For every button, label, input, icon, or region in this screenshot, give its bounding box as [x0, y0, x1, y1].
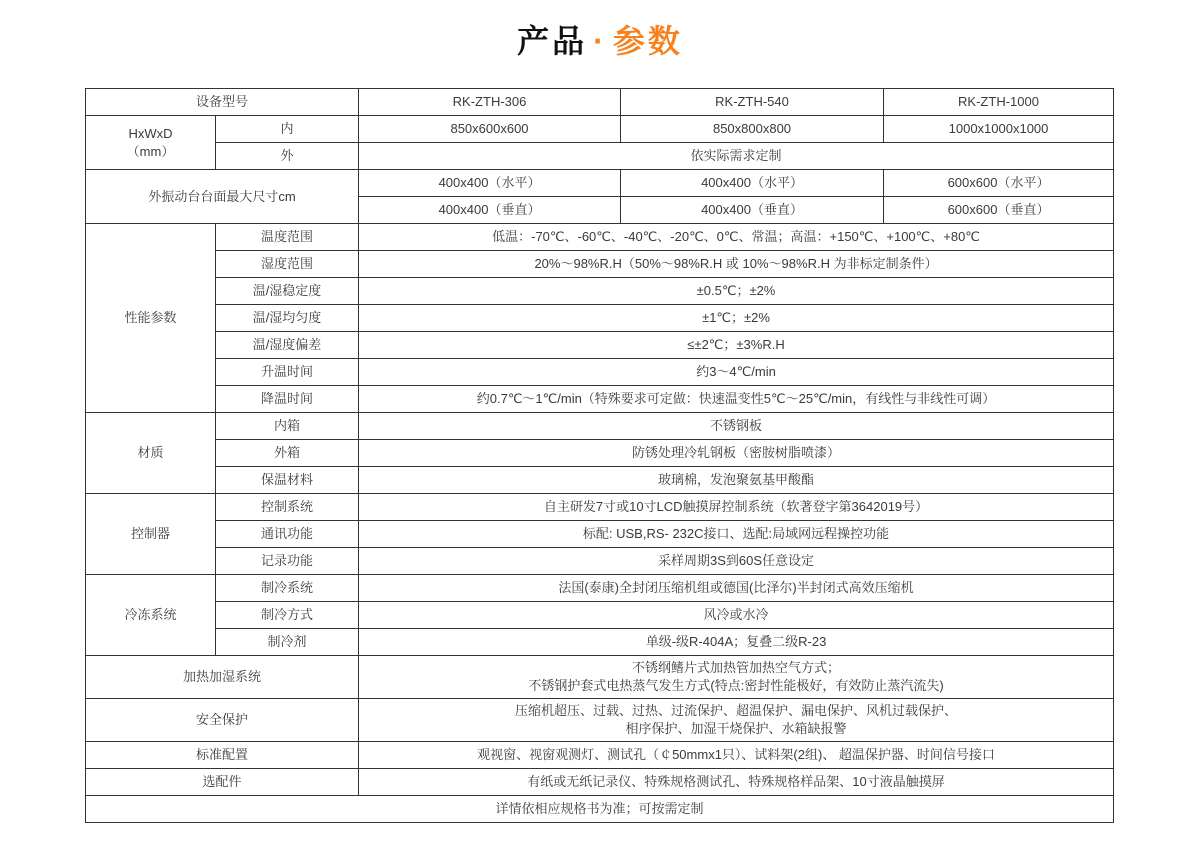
- vibration-vertical-306: 400x400（垂直）: [359, 197, 621, 224]
- performance-section-label: 性能参数: [86, 224, 216, 413]
- vibration-horizontal-306: 400x400（水平）: [359, 170, 621, 197]
- cooling-system-label: 制冷系统: [216, 575, 359, 602]
- vibration-horizontal-540: 400x400（水平）: [621, 170, 884, 197]
- spec-table: [85, 88, 1114, 823]
- stability-value: ±0.5℃；±2%: [359, 278, 1114, 305]
- uniformity-value: ±1℃；±2%: [359, 305, 1114, 332]
- table-row-cooling-system: [86, 575, 1114, 602]
- humidity-range-value: 20%～98%R.H（50%～98%R.H 或 10%～98%R.H 为非标定制条件）: [359, 251, 1114, 278]
- table-row-humidity-range: [86, 251, 1114, 278]
- control-system-label: 控制系统: [216, 494, 359, 521]
- recording-label: 记录功能: [216, 548, 359, 575]
- vibration-vertical-1000: 600x600（垂直）: [884, 197, 1114, 224]
- table-row-refrigerant: [86, 629, 1114, 656]
- insulation-label: 保温材料: [216, 467, 359, 494]
- outer-box-label: 外箱: [216, 440, 359, 467]
- cooldown-time-label: 降温时间: [216, 386, 359, 413]
- cooling-system-value: 法国(泰康)全封闭压缩机组或德国(比泽尔)半封闭式高效压缩机: [359, 575, 1114, 602]
- title-dot-separator: ·: [593, 23, 607, 59]
- dimensions-label-line1: HxWxD: [128, 125, 173, 141]
- dimensions-label-line2: （mm）: [126, 143, 175, 159]
- model-name-306: RK-ZTH-306: [359, 89, 621, 116]
- safety-value-line1: 压缩机超压、过载、过热、过流保护、超温保护、漏电保护、风机过载保护、: [515, 703, 958, 718]
- outer-dimension-value: 依实际需求定制: [359, 143, 1114, 170]
- table-row-inner-box: [86, 413, 1114, 440]
- cooldown-time-value: 约0.7℃～1℃/min（特殊要求可定做：快速温变性5℃～25℃/min，有线性与非线性可调）: [359, 386, 1114, 413]
- page-title-black: 产品: [517, 23, 588, 59]
- communication-value: 标配: USB,RS- 232C接口、选配:局域网远程操控功能: [359, 521, 1114, 548]
- heatup-time-value: 约3～4℃/min: [359, 359, 1114, 386]
- model-name-540: RK-ZTH-540: [621, 89, 884, 116]
- inner-dimension-306: 850x600x600: [359, 116, 621, 143]
- table-row-cooling-method: [86, 602, 1114, 629]
- table-row-temperature-range: [86, 224, 1114, 251]
- model-name-1000: RK-ZTH-1000: [884, 89, 1114, 116]
- table-row-standard-config: [86, 742, 1114, 769]
- table-row-outer-dimensions: [86, 143, 1114, 170]
- heating-humidify-value-line1: 不锈纲鳍片式加热管加热空气方式；: [632, 660, 841, 675]
- cooling-method-value: 风冷或水冷: [359, 602, 1114, 629]
- safety-value: [359, 699, 1114, 742]
- temperature-range-label: 温度范围: [216, 224, 359, 251]
- table-row-vibration-horizontal: [86, 170, 1114, 197]
- outer-box-value: 防锈处理冷轧钢板（密胺树脂喷漆）: [359, 440, 1114, 467]
- table-row-footer-note: [86, 796, 1114, 823]
- page-title: [0, 0, 1200, 62]
- table-row-heating-humidify: [86, 656, 1114, 699]
- table-row-insulation: [86, 467, 1114, 494]
- inner-dimension-label: 内: [216, 116, 359, 143]
- stability-label: 温/湿稳定度: [216, 278, 359, 305]
- table-row-inner-dimensions: [86, 116, 1114, 143]
- refrigerant-label: 制冷剂: [216, 629, 359, 656]
- standard-config-label: 标准配置: [86, 742, 359, 769]
- deviation-value: ≤±2℃；±3%R.H: [359, 332, 1114, 359]
- table-row-safety: [86, 699, 1114, 742]
- inner-dimension-1000: 1000x1000x1000: [884, 116, 1114, 143]
- heating-humidify-label: 加热加湿系统: [86, 656, 359, 699]
- table-row-models: [86, 89, 1114, 116]
- inner-box-label: 内箱: [216, 413, 359, 440]
- table-row-recording: [86, 548, 1114, 575]
- heatup-time-label: 升温时间: [216, 359, 359, 386]
- optional-parts-label: 选配件: [86, 769, 359, 796]
- table-row-cooldown-time: [86, 386, 1114, 413]
- cooling-method-label: 制冷方式: [216, 602, 359, 629]
- standard-config-value: 观视窗、视窗观测灯、测试孔（￠50mmx1只）、试料架(2组)、 超温保护器、时间信号接口: [359, 742, 1114, 769]
- safety-value-line2: 相序保护、加湿干烧保护、水箱缺报警: [625, 721, 847, 736]
- communication-label: 通讯功能: [216, 521, 359, 548]
- table-row-communication: [86, 521, 1114, 548]
- inner-box-value: 不锈钢板: [359, 413, 1114, 440]
- humidity-range-label: 湿度范围: [216, 251, 359, 278]
- table-row-control-system: [86, 494, 1114, 521]
- insulation-value: 玻璃棉，发泡聚氨基甲酸酯: [359, 467, 1114, 494]
- temperature-range-value: 低温：-70℃、-60℃、-40℃、-20℃、0℃、常温；高温：+150℃、+100℃、+80℃: [359, 224, 1114, 251]
- table-row-uniformity: [86, 305, 1114, 332]
- outer-dimension-label: 外: [216, 143, 359, 170]
- inner-dimension-540: 850x800x800: [621, 116, 884, 143]
- model-row-label: 设备型号: [86, 89, 359, 116]
- table-row-deviation: [86, 332, 1114, 359]
- footer-note: 详情依相应规格书为准；可按需定制: [86, 796, 1114, 823]
- deviation-label: 温/湿度偏差: [216, 332, 359, 359]
- heating-humidify-value: [359, 656, 1114, 699]
- table-row-heatup-time: [86, 359, 1114, 386]
- recording-value: 采样周期3S到60S任意设定: [359, 548, 1114, 575]
- table-row-stability: [86, 278, 1114, 305]
- control-system-value: 自主研发7寸或10寸LCD触摸屏控制系统（软著登字第3642019号）: [359, 494, 1114, 521]
- vibration-horizontal-1000: 600x600（水平）: [884, 170, 1114, 197]
- safety-label: 安全保护: [86, 699, 359, 742]
- controller-section-label: 控制器: [86, 494, 216, 575]
- table-row-outer-box: [86, 440, 1114, 467]
- material-section-label: 材质: [86, 413, 216, 494]
- table-row-optional-parts: [86, 769, 1114, 796]
- uniformity-label: 温/湿均匀度: [216, 305, 359, 332]
- page-title-orange: 参数: [612, 23, 683, 59]
- refrigeration-section-label: 冷冻系统: [86, 575, 216, 656]
- optional-parts-value: 有纸或无纸记录仪、特殊规格测试孔、特殊规格样品架、10寸液晶触摸屏: [359, 769, 1114, 796]
- heating-humidify-value-line2: 不锈钢护套式电热蒸气发生方式(特点:密封性能极好，有效防止蒸汽流失): [528, 678, 944, 693]
- vibration-vertical-540: 400x400（垂直）: [621, 197, 884, 224]
- spec-table-container: [85, 88, 1114, 823]
- dimensions-label-cell: [86, 116, 216, 170]
- refrigerant-value: 单级-级R-404A；复叠二级R-23: [359, 629, 1114, 656]
- vibration-table-label: 外振动台台面最大尺寸cm: [86, 170, 359, 224]
